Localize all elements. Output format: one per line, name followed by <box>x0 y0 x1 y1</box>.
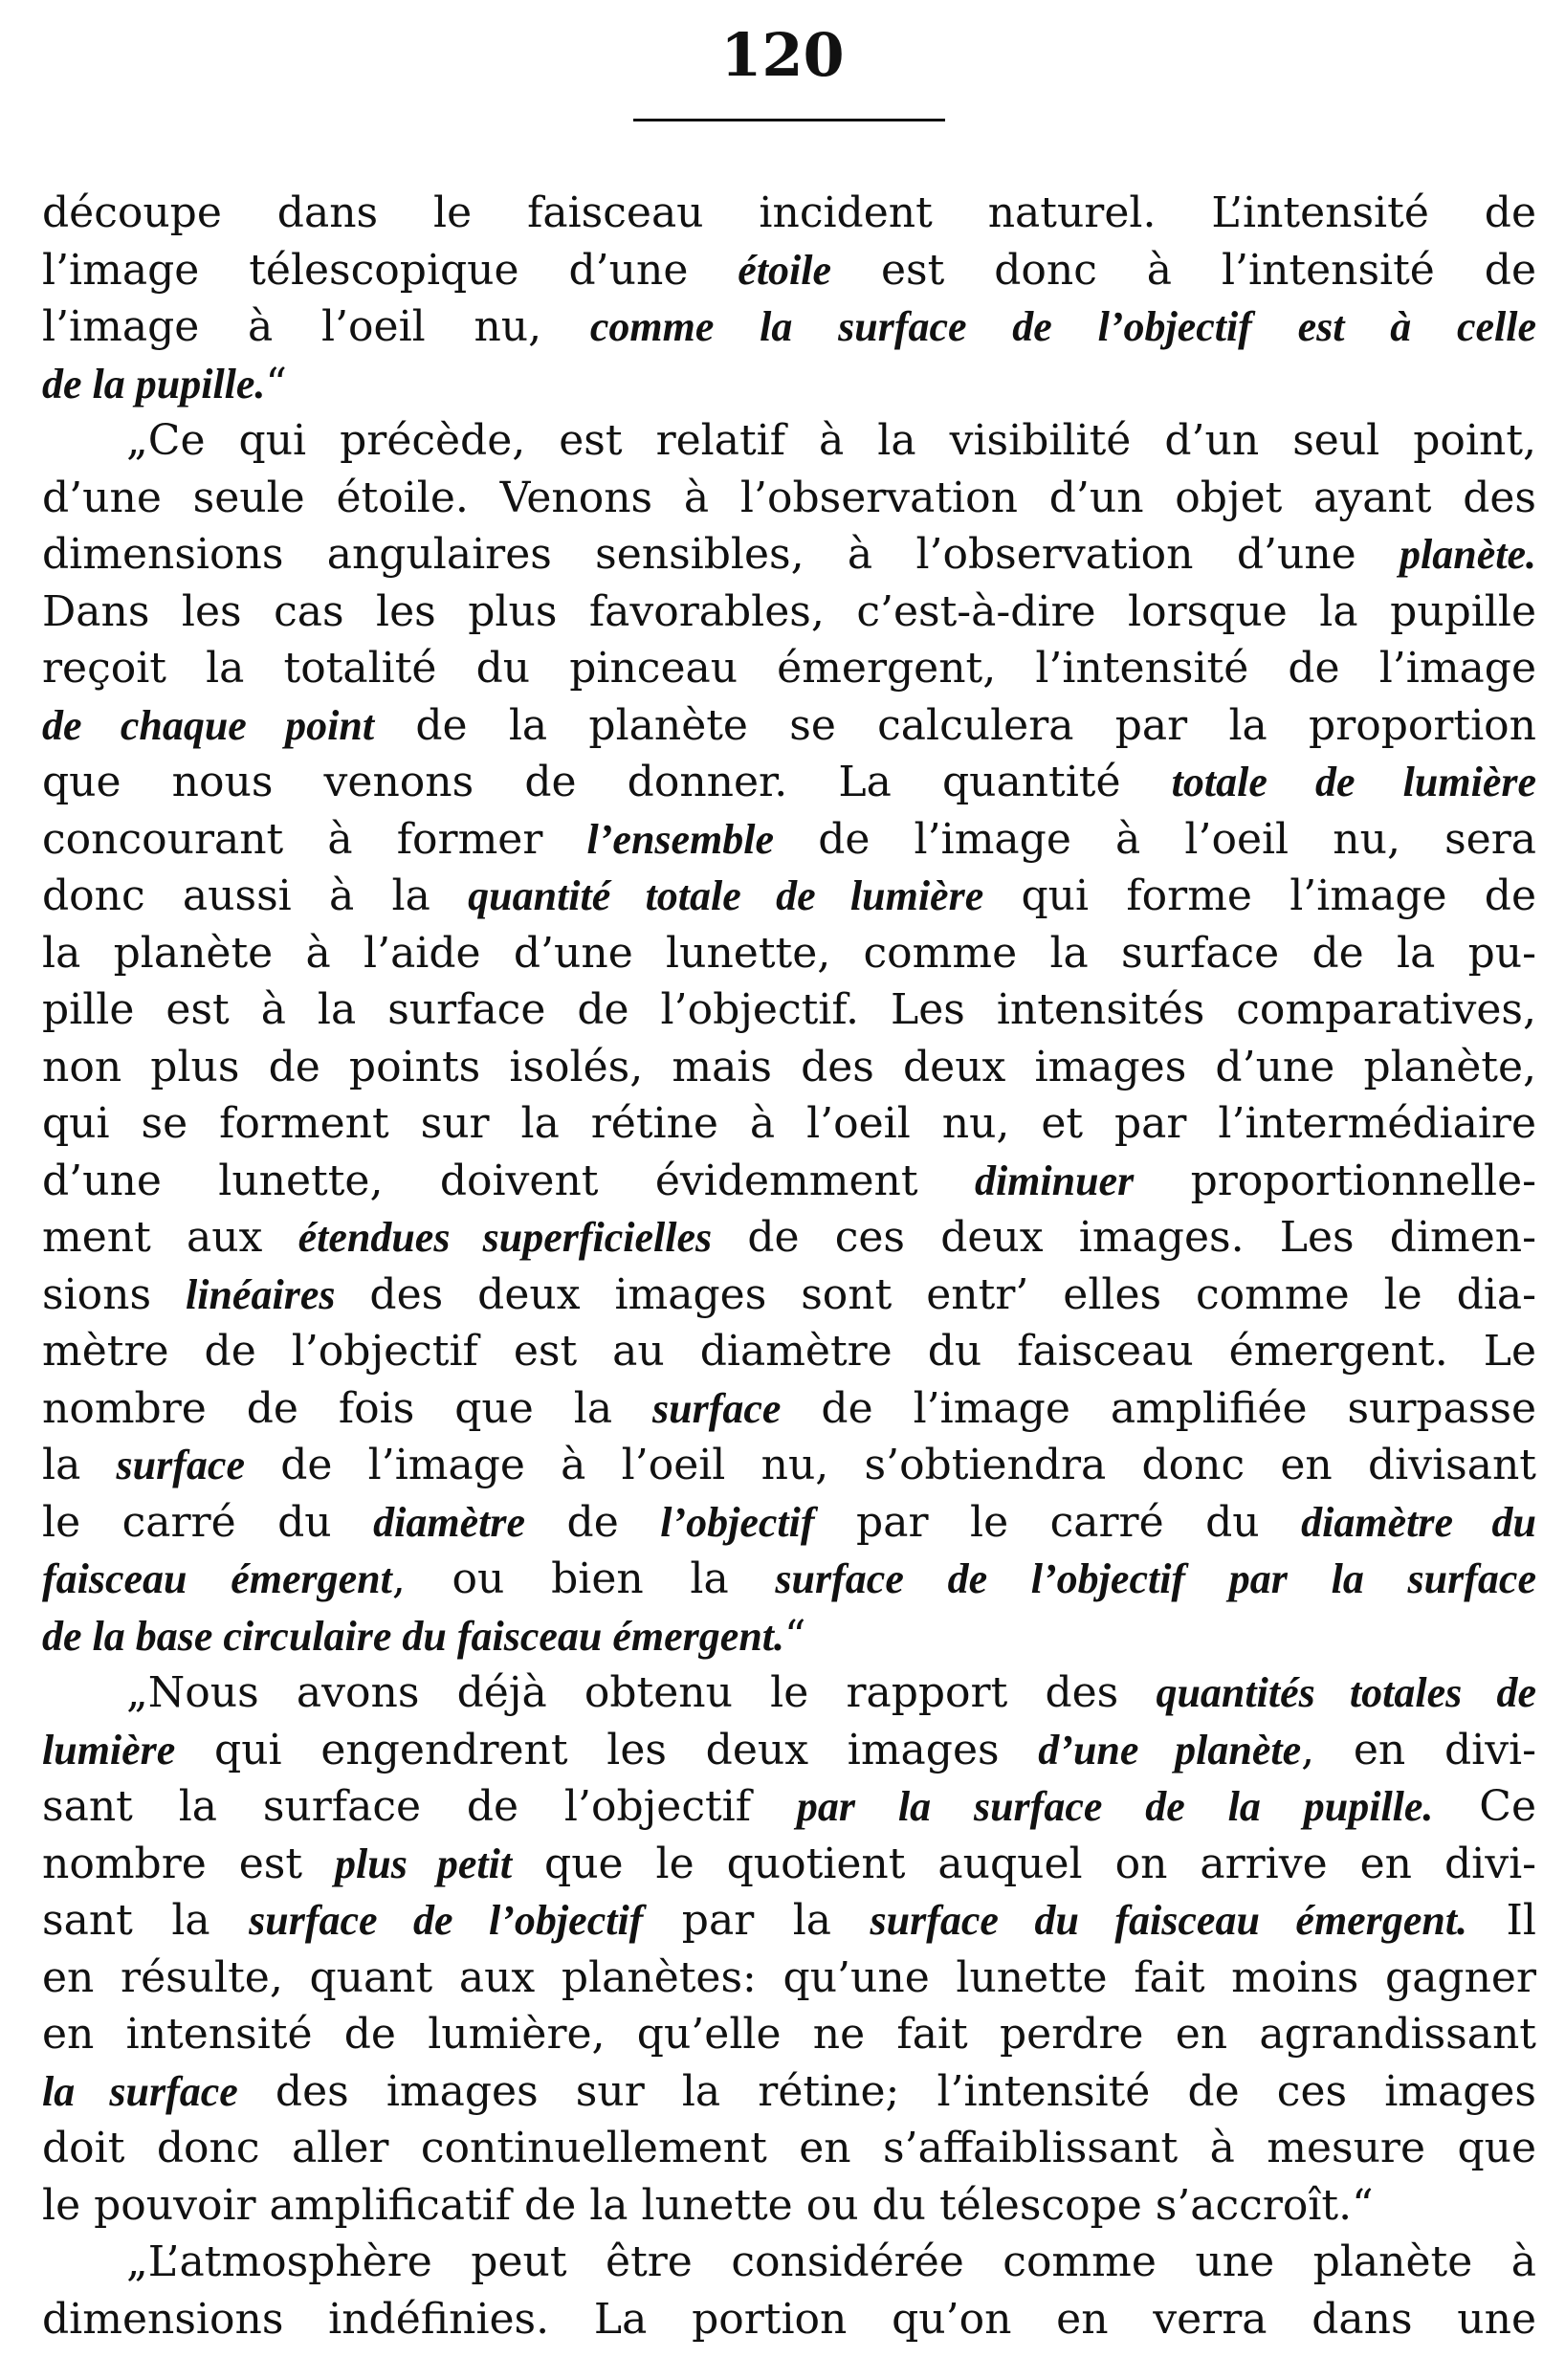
text-line <box>42 640 1536 697</box>
text-run: la planète à l’aide d’une lunette, comme la surface de la pu- <box>42 928 1536 978</box>
text-run: „Ce qui précède, est relatif à la visibilité d’un seul point, <box>126 416 1536 465</box>
italic-text: lumière <box>42 1726 176 1774</box>
italic-text: totale de lumière <box>1171 759 1536 805</box>
text-line <box>42 1722 1536 1779</box>
text-run: que nous venons de donner. La quantité <box>42 758 1172 806</box>
text-line <box>42 2120 1536 2177</box>
text-line <box>42 1153 1536 1210</box>
text-line <box>42 298 1536 356</box>
text-run: sant la <box>42 1896 250 1945</box>
italic-text: quantités totales de <box>1156 1669 1536 1716</box>
text-run: qui forme l’image de <box>983 871 1536 920</box>
text-run: “ <box>784 1611 806 1661</box>
italic-text: surface de l’objectif par la surface <box>775 1555 1536 1602</box>
text-line <box>42 1437 1536 1494</box>
text-line <box>42 1608 1536 1665</box>
italic-text: la surface <box>42 2067 238 2115</box>
text-run: pille est à la surface de l’objectif. Les intensités comparatives, <box>42 985 1536 1034</box>
italic-text: quantité totale de lumière <box>468 872 984 919</box>
text-line <box>42 2063 1536 2121</box>
text-run: doit donc aller continuellement en s’affaiblissant à mesure que <box>42 2124 1536 2172</box>
text-run: reçoit la totalité du pinceau émergent, l’intensité de l’image <box>42 644 1536 693</box>
text-run: d’une lunette, doivent évidemment <box>42 1156 975 1205</box>
text-run: est donc à l’intensité de <box>831 245 1536 295</box>
text-run: par la <box>643 1896 871 1945</box>
text-run: , ou bien la <box>391 1554 776 1603</box>
text-run: de l’image amplifiée surpasse <box>781 1383 1536 1433</box>
italic-text: diamètre <box>373 1498 526 1546</box>
text-run: de ces deux images. Les dimen- <box>712 1213 1536 1262</box>
text-line <box>42 1323 1536 1380</box>
text-line <box>42 1892 1536 1950</box>
italic-text: diamètre du <box>1301 1498 1536 1546</box>
italic-text: diminuer <box>974 1157 1135 1204</box>
italic-text: faisceau émergent <box>42 1555 392 1602</box>
text-line <box>42 1494 1536 1552</box>
text-line <box>42 1664 1536 1722</box>
italic-text: plus petit <box>335 1840 513 1887</box>
text-run: le pouvoir amplificatif de la lunette ou du télescope s’accroît.“ <box>42 2180 1374 2230</box>
text-line <box>42 1836 1536 1893</box>
text-run: de l’image à l’oeil nu, s’obtiendra donc en divisant <box>244 1441 1536 1489</box>
italic-text: surface <box>652 1384 782 1432</box>
text-run: „L’atmosphère peut être considérée comme une planète à <box>126 2237 1536 2286</box>
text-line <box>42 1950 1536 2007</box>
text-run: qui se forment sur la rétine à l’oeil nu, et par l’intermédiaire <box>42 1099 1536 1148</box>
header-rule <box>633 119 945 121</box>
text-line <box>42 1551 1536 1608</box>
italic-text: étendues superficielles <box>298 1214 713 1261</box>
text-run: d’une seule étoile. Venons à l’observation d’un objet ayant des <box>42 473 1536 522</box>
text-run: l’image télescopique d’une <box>42 245 738 295</box>
text-line <box>42 1778 1536 1836</box>
text-line <box>42 811 1536 869</box>
text-run: Ce <box>1433 1782 1536 1831</box>
text-line <box>42 1209 1536 1267</box>
text-run: de l’image à l’oeil nu, sera <box>774 814 1536 864</box>
text-run: sant la surface de l’objectif <box>42 1782 797 1831</box>
text-run: nombre est <box>42 1839 336 1888</box>
text-line <box>42 1380 1536 1438</box>
text-line <box>42 925 1536 982</box>
text-run: Il <box>1467 1896 1536 1945</box>
text-run: ment aux <box>42 1213 298 1262</box>
text-run: proportionnelle- <box>1134 1156 1536 1205</box>
text-run: l’image à l’oeil nu, <box>42 302 590 351</box>
text-run: en résulte, quant aux planètes: qu’une lunette fait moins gagner <box>42 1952 1536 2002</box>
text-line <box>42 697 1536 755</box>
text-run: le carré du <box>42 1497 374 1547</box>
italic-text: comme la surface de l’objectif est à celle <box>589 303 1536 350</box>
text-line <box>42 1267 1536 1324</box>
text-run: des images sur la rétine; l’intensité de ces images <box>237 2066 1536 2116</box>
italic-text: de la pupille. <box>42 360 266 408</box>
text-line <box>42 185 1536 242</box>
text-line <box>42 2291 1536 2348</box>
text-line <box>42 1095 1536 1153</box>
text-run: concourant à former <box>42 814 587 864</box>
italic-text: surface du faisceau émergent. <box>870 1897 1468 1944</box>
text-run: dimensions angulaires sensibles, à l’observation d’une <box>42 530 1400 579</box>
text-line <box>42 526 1536 584</box>
text-run: non plus de points isolés, mais des deux images d’une planète, <box>42 1042 1536 1091</box>
text-line <box>42 981 1536 1039</box>
italic-text: d’une planète <box>1038 1726 1302 1774</box>
text-run: “ <box>265 359 287 408</box>
text-run: dimensions indéfinies. La portion qu’on en verra dans une <box>42 2294 1536 2344</box>
text-line <box>42 2234 1536 2291</box>
text-line <box>42 584 1536 641</box>
text-run: qui engendrent les deux images <box>175 1725 1039 1774</box>
text-line <box>42 470 1536 527</box>
text-line <box>42 242 1536 299</box>
italic-text: l’ensemble <box>586 815 775 863</box>
italic-text: l’objectif <box>660 1498 815 1546</box>
text-run: en intensité de lumière, qu’elle ne fait perdre en agrandissant <box>42 2010 1536 2059</box>
text-line <box>42 412 1536 470</box>
text-line <box>42 1039 1536 1096</box>
page-number: 120 <box>720 20 845 90</box>
text-line <box>42 754 1536 811</box>
text-run: , en divi- <box>1301 1725 1536 1774</box>
text-run: mètre de l’objectif est au diamètre du faisceau émergent. Le <box>42 1327 1536 1376</box>
italic-text: surface <box>116 1442 245 1488</box>
text-line <box>42 868 1536 925</box>
text-run: donc aussi à la <box>42 871 469 920</box>
text-line <box>42 2177 1536 2235</box>
text-run: par le carré du <box>814 1497 1302 1547</box>
text-run: sions <box>42 1269 187 1319</box>
italic-text: planète. <box>1400 531 1536 578</box>
text-run: de <box>525 1497 661 1547</box>
italic-text: surface de l’objectif <box>249 1897 644 1944</box>
text-run: découpe dans le faisceau incident naturel. L’intensité de <box>42 188 1536 237</box>
text-run: Dans les cas les plus favorables, c’est-à-dire lorsque la pupille <box>42 586 1536 636</box>
body-text <box>42 185 1536 2347</box>
text-run: des deux images sont entr’ elles comme le dia- <box>335 1269 1536 1319</box>
text-run: nombre de fois que la <box>42 1383 653 1433</box>
text-run: „Nous avons déjà obtenu le rapport des <box>126 1668 1157 1717</box>
italic-text: étoile <box>738 246 832 294</box>
text-run: que le quotient auquel on arrive en divi- <box>512 1839 1536 1888</box>
italic-text: de chaque point <box>42 701 375 749</box>
italic-text: linéaires <box>186 1270 336 1318</box>
italic-text: par la surface de la pupille. <box>796 1783 1434 1830</box>
text-line <box>42 356 1536 413</box>
text-run: la <box>42 1441 117 1489</box>
text-run: de la planète se calculera par la proportion <box>374 700 1536 750</box>
text-line <box>42 2006 1536 2063</box>
italic-text: de la base circulaire du faisceau émergent. <box>42 1612 785 1660</box>
